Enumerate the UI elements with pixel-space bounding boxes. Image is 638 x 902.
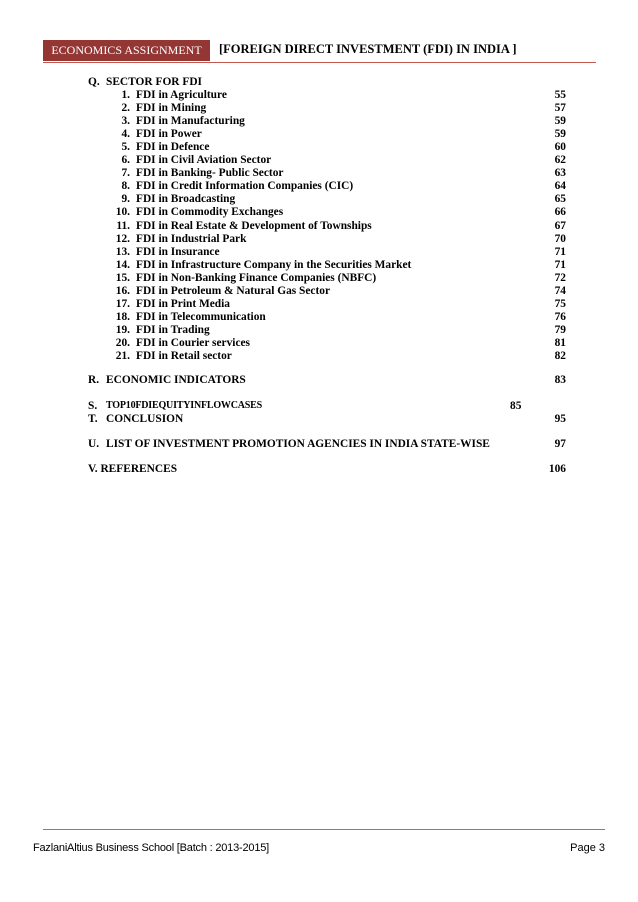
- item-title: FDI in Telecommunication: [136, 310, 266, 323]
- item-title: FDI in Courier services: [136, 336, 250, 349]
- page-number: 67: [554, 219, 566, 232]
- page-number: 81: [554, 336, 566, 349]
- section-letter: U.: [88, 438, 100, 450]
- item-title: FDI in Manufacturing: [136, 115, 245, 128]
- section-title: LIST OF INVESTMENT PROMOTION AGENCIES IN INDIA STATE-WISE: [106, 438, 490, 450]
- item-number: 10.: [115, 206, 130, 219]
- page-number: 57: [554, 102, 566, 115]
- section-letter: T.: [88, 413, 98, 425]
- section-title: SECTOR FOR FDI: [106, 76, 202, 88]
- section-title: ECONOMIC INDICATORS: [106, 374, 246, 386]
- page-header: [43, 40, 596, 63]
- item-title: FDI in Credit Information Companies (CIC): [136, 180, 354, 193]
- page-number: 79: [554, 323, 566, 336]
- page-number: 63: [554, 167, 566, 180]
- item-number: 14.: [115, 258, 130, 271]
- item-title: FDI in Industrial Park: [136, 232, 247, 245]
- page-number: 85: [510, 400, 522, 412]
- page-number: 65: [554, 193, 566, 206]
- item-title: FDI in Agriculture: [136, 89, 227, 101]
- assignment-tag: ECONOMICS ASSIGNMENT: [43, 40, 210, 61]
- page-number: 75: [554, 297, 566, 310]
- page-number: 66: [554, 206, 566, 219]
- item-number: 16.: [115, 284, 130, 297]
- item-title: FDI in Civil Aviation Sector: [136, 154, 272, 167]
- page-number: 95: [554, 413, 566, 425]
- page-number: 70: [554, 232, 566, 245]
- item-number: 13.: [115, 245, 130, 258]
- item-number: 19.: [115, 323, 130, 336]
- footer-page-number: Page 3: [570, 842, 605, 854]
- page-number: 59: [554, 115, 566, 128]
- item-title: FDI in Infrastructure Company in the Securities Market: [136, 258, 412, 271]
- section-letter: S.: [88, 400, 98, 412]
- section-title: TOP10FDIEQUITYINFLOWCASES: [106, 400, 262, 411]
- page-footer: [33, 829, 605, 860]
- item-number: 5.: [121, 141, 130, 154]
- item-number: 18.: [115, 310, 130, 323]
- item-title: FDI in Broadcasting: [136, 193, 236, 206]
- item-number: 3.: [121, 115, 130, 128]
- page-number: 55: [554, 89, 566, 101]
- page-number: 71: [554, 245, 566, 258]
- item-number: 21.: [115, 350, 130, 362]
- page-number: 59: [554, 128, 566, 141]
- page-number: 83: [554, 374, 566, 386]
- item-number: 12.: [115, 232, 130, 245]
- item-number: 9.: [121, 193, 130, 206]
- item-number: 8.: [121, 180, 130, 193]
- page-number: 71: [554, 258, 566, 271]
- section-letter: Q.: [88, 76, 100, 88]
- item-title: FDI in Mining: [136, 102, 207, 115]
- item-number: 6.: [121, 154, 130, 167]
- item-title: FDI in Petroleum & Natural Gas Sector: [136, 284, 331, 297]
- item-number: 17.: [115, 297, 130, 310]
- section-title: V. REFERENCES: [88, 463, 178, 475]
- page-number: 97: [554, 438, 566, 450]
- page-number: 74: [554, 284, 566, 297]
- section-title: CONCLUSION: [106, 413, 184, 425]
- document-title: [FOREIGN DIRECT INVESTMENT (FDI) IN INDIA ]: [219, 42, 517, 56]
- item-number: 1.: [121, 89, 130, 101]
- page-number: 60: [554, 141, 566, 154]
- item-title: FDI in Retail sector: [136, 350, 232, 362]
- item-number: 7.: [121, 167, 130, 180]
- page-number: 82: [554, 350, 566, 362]
- item-number: 11.: [116, 219, 130, 232]
- item-title: FDI in Insurance: [136, 245, 220, 258]
- page-number: 62: [554, 154, 566, 167]
- item-title: FDI in Banking- Public Sector: [136, 167, 284, 180]
- section-letter: R.: [88, 374, 100, 386]
- item-number: 4.: [121, 128, 130, 141]
- item-title: FDI in Trading: [136, 323, 210, 336]
- item-title: FDI in Defence: [136, 141, 210, 154]
- page-number: 106: [548, 463, 566, 475]
- page-number: 72: [554, 271, 566, 284]
- item-title: FDI in Power: [136, 128, 202, 141]
- item-title: FDI in Print Media: [136, 297, 230, 310]
- item-title: FDI in Non-Banking Finance Companies (NBFC): [136, 271, 377, 284]
- page-number: 76: [554, 310, 566, 323]
- item-number: 20.: [115, 336, 130, 349]
- item-number: 15.: [115, 271, 130, 284]
- page-number: 64: [554, 180, 566, 193]
- item-title: FDI in Commodity Exchanges: [136, 206, 284, 219]
- item-number: 2.: [121, 102, 130, 115]
- item-title: FDI in Real Estate & Development of Townships: [136, 219, 372, 232]
- footer-school: FazlaniAltius Business School [Batch : 2013-2015]: [33, 842, 270, 854]
